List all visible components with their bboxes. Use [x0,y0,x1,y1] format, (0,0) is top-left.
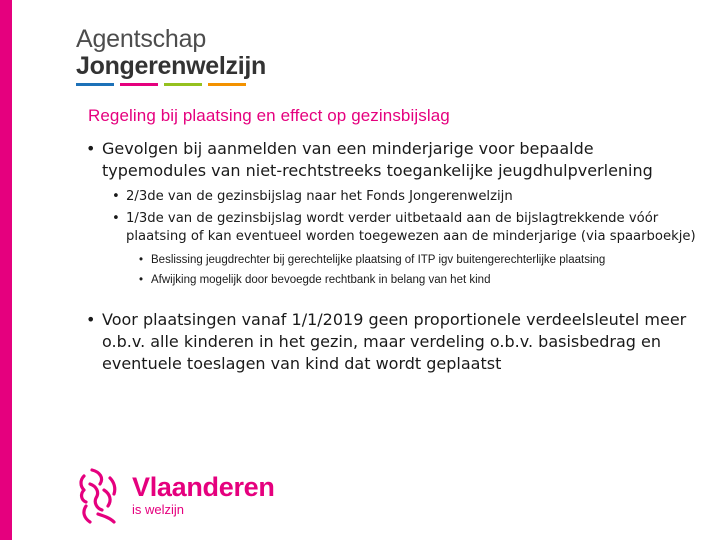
bullet-level2 [86,188,696,206]
bullet-text: 1/3de van de gezinsbijslag wordt verder uitbetaald aan de bijslagtrekkende vóór plaatsing of kan eventueel worden toegewezen aan de minderjarige (via spaarboekje) [126,211,696,244]
logo-stripe [164,83,202,86]
bullet-dot: • [139,254,144,266]
bullet-dot: • [86,139,96,158]
flemish-lion-icon [70,466,126,526]
side-accent-bar [0,0,12,540]
slide-title: Regeling bij plaatsing en effect op gezinsbijslag [88,106,450,125]
bullet-level3 [86,273,696,287]
bullet-dot: • [112,211,120,226]
bullet-text: Gevolgen bij aanmelden van een minderjarige voor bepaalde typemodules van niet-rechtstreeks toegankelijke jeugdhulpverlening [102,139,653,180]
bullet-dot: • [112,189,120,204]
bullet-text: 2/3de van de gezinsbijslag naar het Fonds Jongerenwelzijn [126,189,513,204]
logo-stripe [208,83,246,86]
bullet-level2 [86,210,696,246]
vlaanderen-tagline: is welzijn [132,502,185,517]
bullet-text: Voor plaatsingen vanaf 1/1/2019 geen proportionele verdeelsleutel meer o.b.v. alle kinderen in het gezin, maar verdeling o.b.v. basisbedrag en eventuele toeslagen van kind dat wordt geplaatst [102,310,687,373]
slide-content [86,138,696,375]
bullet-dot: • [86,310,96,329]
bullet-dot: • [139,274,144,286]
bullet-text: Afwijking mogelijk door bevoegde rechtbank in belang van het kind [151,274,491,286]
bullet-level1 [86,138,696,182]
logo-stripe [76,83,114,86]
logo-stripe [120,83,158,86]
logo-line-jongerenwelzijn: Jongerenwelzijn [76,52,266,80]
bullet-text: Beslissing jeugdrechter bij gerechtelijke plaatsing of ITP igv buitengerechterlijke plaatsing [151,254,606,266]
agency-logo [76,26,266,86]
logo-line-agentschap: Agentschap [76,25,207,53]
bullet-level1 [86,309,696,375]
vlaanderen-wordmark: Vlaanderen [132,472,275,502]
logo-color-stripes [76,83,266,86]
bullet-level3 [86,253,696,267]
